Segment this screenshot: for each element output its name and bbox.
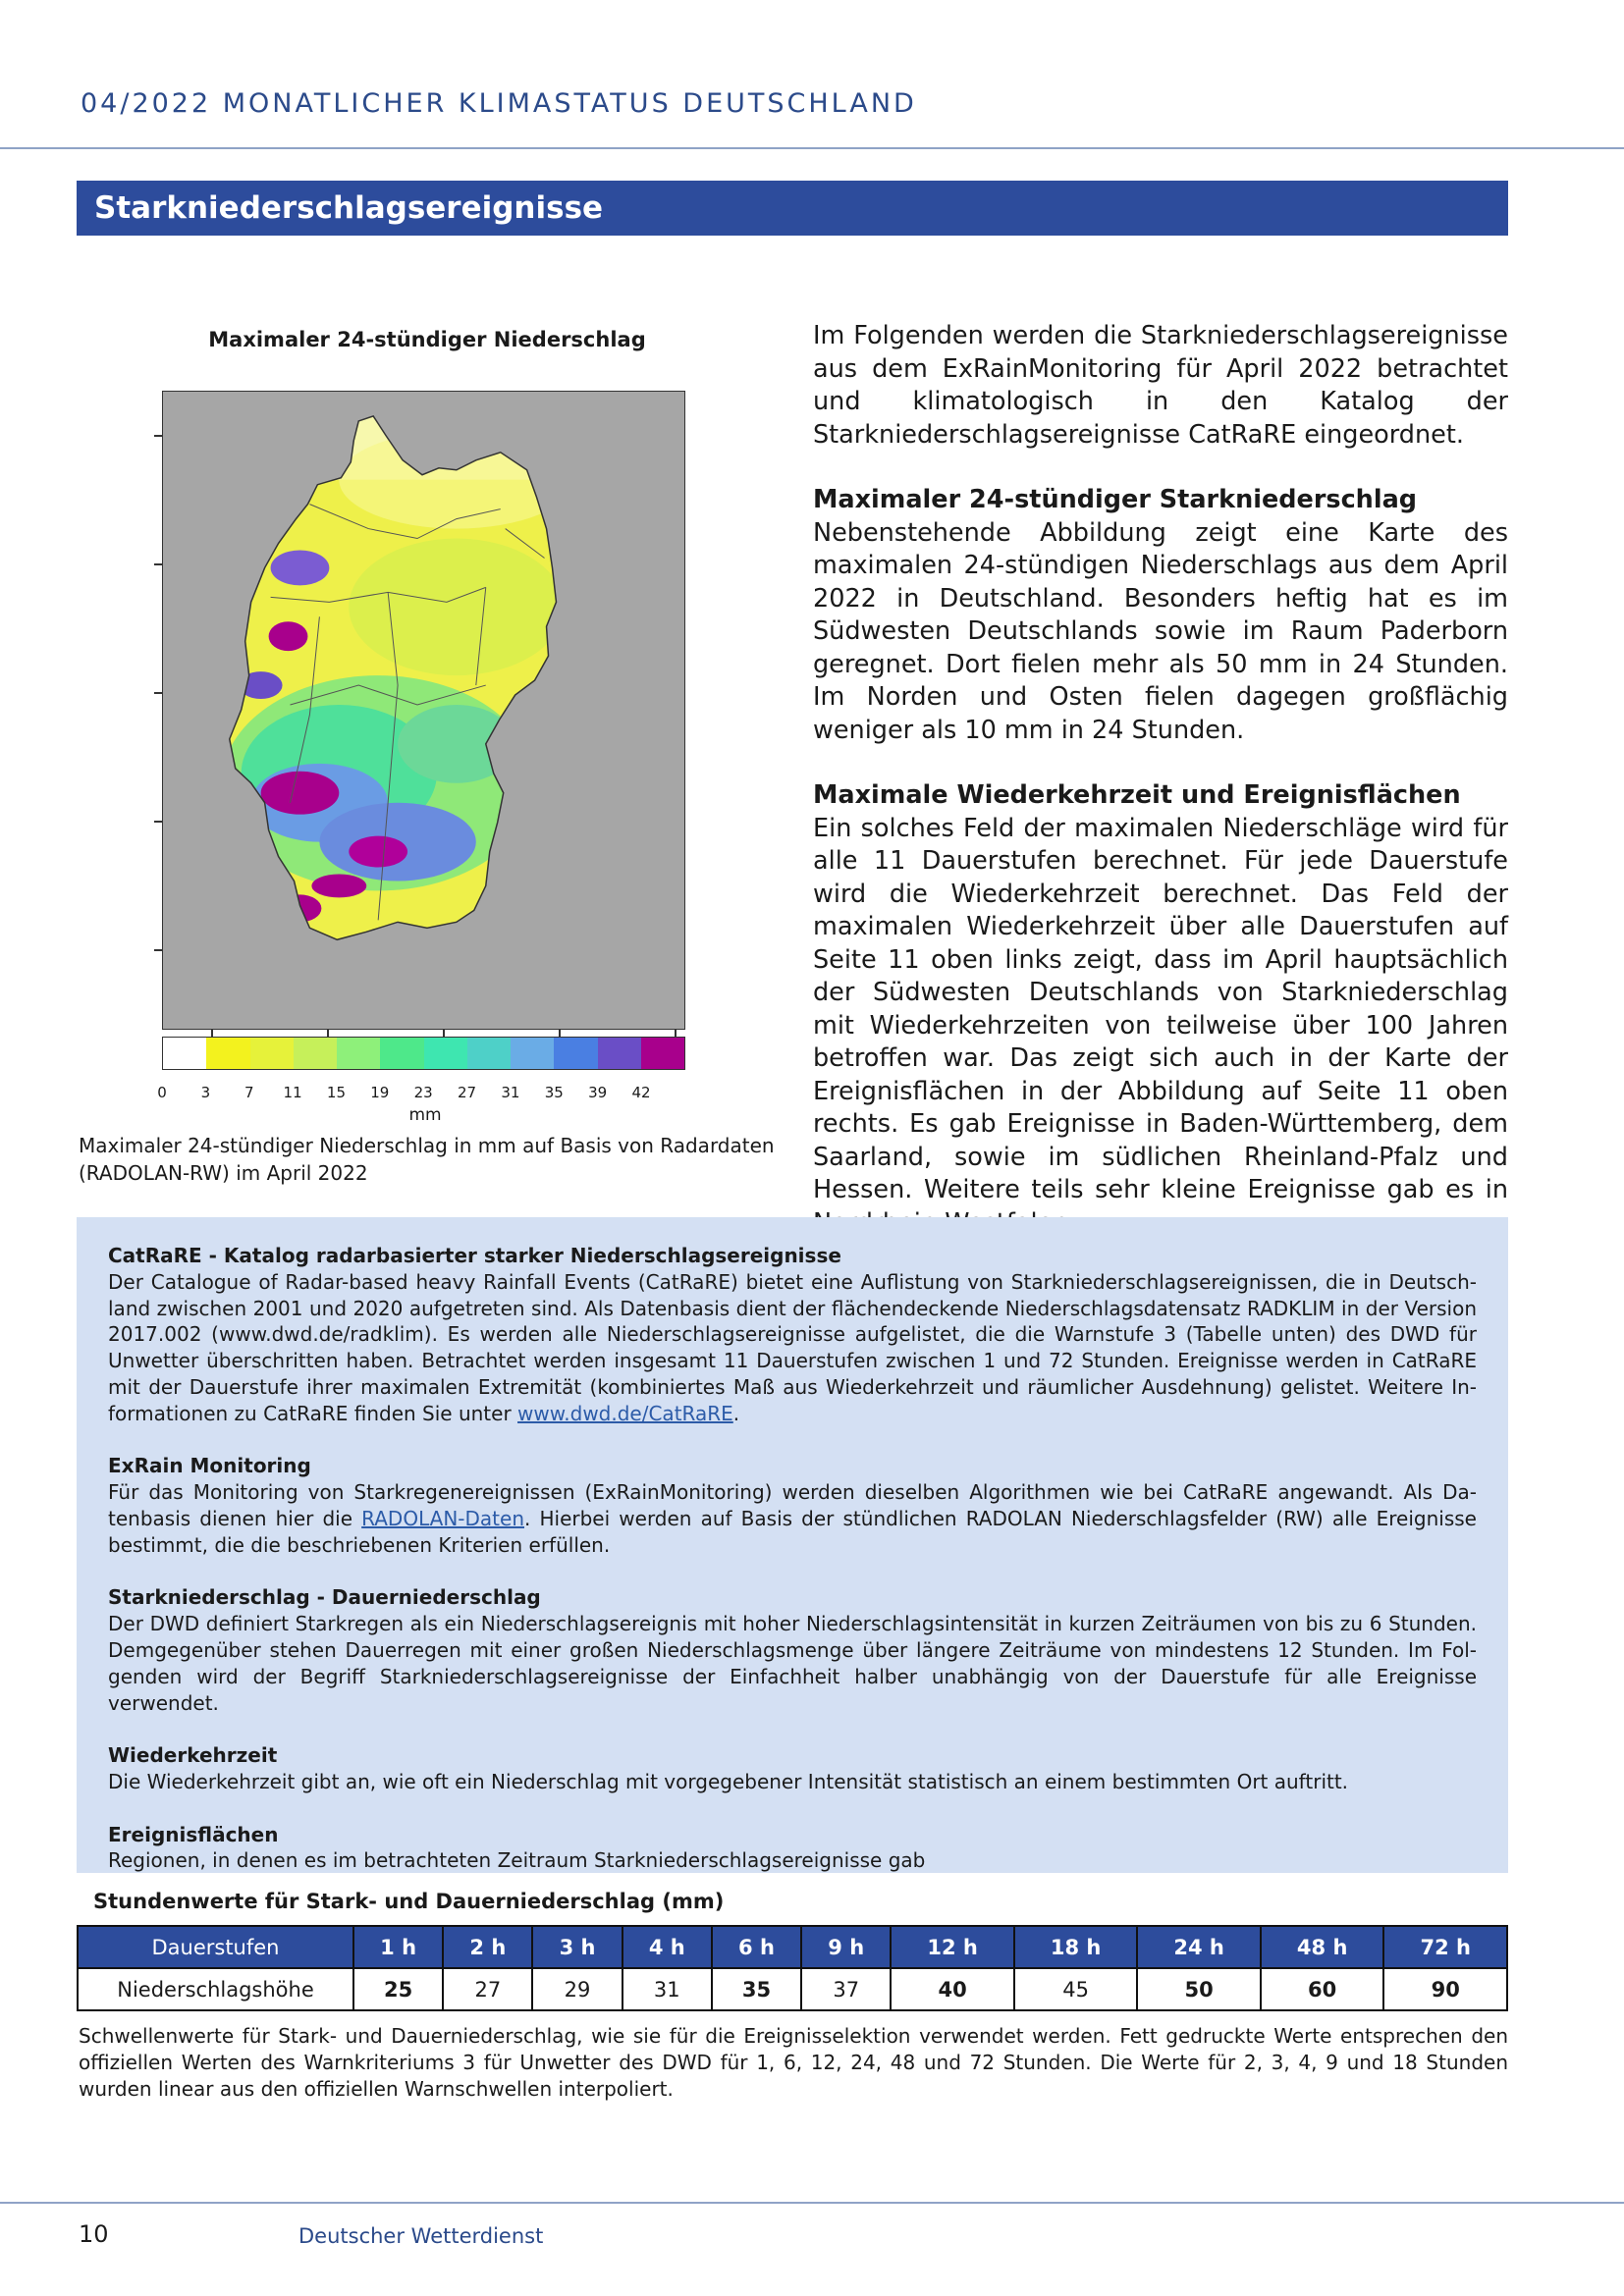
right-column [813, 320, 1508, 1240]
duration-header: 9 h [801, 1926, 891, 1968]
table-row-label: Niederschlagshöhe [78, 1968, 353, 2010]
exrain-heading: ExRain Monitoring [108, 1454, 311, 1478]
exrain-paragraph: Für das Monitoring von Starkregenereignissen (ExRainMonitoring) werden dieselben Algorithmen wie bei CatRaRE angewandt. Als Datenbasis dienen hier die RADOLAN-Daten. Hierbei werden auf Basis der stündlichen RADOLAN Niederschlagsfelder (RW) alle Ereignisse bestimmt, die die beschriebenen Kriterien erfüllen. [108, 1480, 1477, 1557]
map-caption: Maximaler 24-stündiger Niederschlag in mm auf Basis von Radardaten (RADOLAN-RW) im April 2022 [79, 1134, 775, 1185]
duration-header: 72 h [1383, 1926, 1507, 1968]
duration-header: 4 h [623, 1926, 712, 1968]
radolan-link[interactable]: RADOLAN-Daten [361, 1506, 525, 1530]
colorbar-label: 19 [370, 1084, 390, 1101]
table-row [78, 1968, 1507, 2010]
threshold-value: 37 [801, 1968, 891, 2010]
threshold-value: 90 [1383, 1968, 1507, 2010]
colorbar-swatch [380, 1038, 423, 1069]
duration-header: 3 h [532, 1926, 622, 1968]
max24-paragraph: Nebenstehende Abbildung zeigt eine Karte des maximalen 24-stündigen Niederschlags aus dem April 2022 in Deutschland. Besonders heftig hat es im Südwesten Deutschlands sowie im Raum Paderborn geregnet. Dort fielen mehr als 50 mm in 24 Stunden. Im Norden und Osten fielen dagegen großflächig weniger als 10 mm in 24 Stunden. [813, 517, 1508, 745]
section-title: Starkniederschlagsereignisse [77, 181, 1508, 236]
catrare-paragraph: Der Catalogue of Radar-based heavy Rainfall Events (CatRaRE) bietet eine Auflistung von Starkniederschlagsereignissen, die in Deutschland zwischen 2001 und 2020 aufgetreten sind. Als Datenbasis dient der flächendeckende Niederschlagsdatensatz RADKLIM in der Version 2017.002 (www.dwd.de/radklim). Es werden alle Niederschlagsereignisse aufgelistet, die die Warnstufe 3 (Tabelle unten) des DWD für Unwetter überschritten haben. Betrachtet werden insgesamt 11 Dauerstufen zwischen 1 und 72 Stunden. Ereignisse werden in CatRaRE mit der Dauerstufe ihrer maximalen Extremität (kombiniertes Maß aus Wiederkehrzeit und räumlicher Ausdehnung) gelistet. Weitere Informationen zu CatRaRE finden Sie unter www.dwd.de/CatRaRE. [108, 1269, 1477, 1425]
threshold-value: 40 [891, 1968, 1014, 2010]
colorbar-label: 42 [631, 1084, 651, 1101]
threshold-table [77, 1925, 1508, 2011]
table-row-label: Dauerstufen [78, 1926, 353, 1968]
wiederkehrzeit-heading: Wiederkehrzeit [108, 1743, 278, 1768]
precipitation-map [162, 391, 685, 1030]
threshold-value: 27 [443, 1968, 532, 2010]
colorbar-swatch [250, 1038, 294, 1069]
header-rule [0, 147, 1624, 149]
wiederkehrzeit-paragraph: Die Wiederkehrzeit gibt an, wie oft ein Niederschlag mit vorgegebener Intensität statistisch an einem bestimmten Ort auftritt. [108, 1769, 1349, 1793]
colorbar-swatch [337, 1038, 380, 1069]
intro-paragraph: Im Folgenden werden die Starkniederschlagsereignisse aus dem ExRainMonitoring für April 2022 betrachtet und klimatologisch in den Katalog der Starkniederschlagsereignisse CatRaRE eingeordnet. [813, 321, 1508, 450]
footer-rule [0, 2202, 1624, 2204]
catrare-heading: CatRaRE - Katalog radarbasierter starker Niederschlagsereignisse [108, 1244, 841, 1267]
colorbar-swatch [294, 1038, 337, 1069]
duration-header: 6 h [712, 1926, 801, 1968]
duration-header: 1 h [353, 1926, 443, 1968]
table-caption: Schwellenwerte für Stark- und Dauerniederschlag, wie sie für die Ereignisselektion verwendet werden. Fett gedruckte Werte entsprechen den offiziellen Werten des Warnkriteriums 3 für Unwetter des DWD für 1, 6, 12, 24, 48 und 72 Stunden. Die Werte für 2, 3, 4, 9 und 18 Stunden wurden linear aus den offiziellen Warnschwellen interpoliert. [79, 2024, 1508, 2101]
duration-header: 24 h [1137, 1926, 1261, 1968]
map-title: Maximaler 24-stündiger Niederschlag [208, 328, 646, 351]
threshold-value: 25 [353, 1968, 443, 2010]
duration-header: 12 h [891, 1926, 1014, 1968]
colorbar-swatch [598, 1038, 641, 1069]
colorbar-label: 3 [200, 1084, 211, 1101]
wiederkehr-heading: Maximale Wiederkehrzeit und Ereignisflächen [813, 780, 1461, 810]
duration-header: 18 h [1014, 1926, 1138, 1968]
table-title: Stundenwerte für Stark- und Dauerniederschlag (mm) [93, 1890, 725, 1913]
header-title: 04/2022 MONATLICHER KLIMASTATUS DEUTSCHLAND [81, 88, 917, 119]
colorbar-label: 27 [457, 1084, 477, 1101]
colorbar-label: 31 [501, 1084, 520, 1101]
threshold-value: 35 [712, 1968, 801, 2010]
colorbar-label: 7 [244, 1084, 254, 1101]
colorbar-labels [157, 1084, 685, 1105]
threshold-value: 45 [1014, 1968, 1138, 2010]
colorbar-label: 0 [157, 1084, 167, 1101]
threshold-value: 60 [1261, 1968, 1384, 2010]
ereignisflaechen-heading: Ereignisflächen [108, 1822, 279, 1846]
stark-heading: Starkniederschlag - Dauerniederschlag [108, 1585, 541, 1610]
info-box [77, 1217, 1508, 1873]
ereignisflaechen-paragraph: Regionen, in denen es im betrachteten Zeitraum Starkniederschlagsereignisse gab [108, 1848, 926, 1873]
colorbar-swatch [554, 1038, 597, 1069]
stark-paragraph: Der DWD definiert Starkregen als ein Niederschlagsereignis mit hoher Niederschlagsintensität in kurzen Zeiträumen von bis zu 6 Stunden. Demgegenüber stehen Dauerregen mit einer großen Niederschlagsmenge über längere Zeiträume von mindestens 12 Stunden. Im Folgenden wird der Begriff Starkniederschlagsereignisse der Einfachheit halber unabhängig von der Dauerstufe für alle Ereignisse verwendet. [108, 1612, 1477, 1715]
colorbar-unit: mm [408, 1105, 442, 1125]
colorbar-swatch [511, 1038, 554, 1069]
map-y-ticks [154, 391, 162, 1030]
colorbar-label: 11 [283, 1084, 302, 1101]
colorbar-swatch [424, 1038, 467, 1069]
colorbar-swatch [206, 1038, 249, 1069]
threshold-value: 29 [532, 1968, 622, 2010]
catrare-link[interactable]: www.dwd.de/CatRaRE [517, 1401, 733, 1425]
duration-header: 2 h [443, 1926, 532, 1968]
colorbar-label: 35 [544, 1084, 564, 1101]
germany-map-image [163, 392, 684, 1029]
colorbar-label: 15 [326, 1084, 346, 1101]
colorbar [162, 1037, 685, 1070]
threshold-value: 50 [1137, 1968, 1261, 2010]
colorbar-swatch [641, 1038, 684, 1069]
footer-organization: Deutscher Wetterdienst [298, 2224, 544, 2248]
colorbar-label: 23 [413, 1084, 433, 1101]
colorbar-label: 39 [588, 1084, 608, 1101]
max24-heading: Maximaler 24-stündiger Starkniederschlag [813, 485, 1418, 514]
page-number: 10 [79, 2220, 109, 2248]
colorbar-swatch [163, 1038, 206, 1069]
duration-header: 48 h [1261, 1926, 1384, 1968]
colorbar-swatch [467, 1038, 511, 1069]
wiederkehr-paragraph: Ein solches Feld der maximalen Niederschläge wird für alle 11 Dauerstufen berechnet. Für jede Dauerstufe wird die Wiederkehrzeit berechnet. Das Feld der maximalen Wiederkehrzeit über alle Dauerstufen auf Seite 11 oben links zeigt, dass im April hauptsächlich der Südwesten Deutschlands von Starkniederschlag mit Wiederkehrzeiten von teilweise über 100 Jahren betroffen war. Das zeigt sich auch in der Karte der Ereignisflächen in der Abbildung auf Seite 11 oben rechts. Es gab Ereignisse in Baden-Württemberg, dem Saarland, sowie im südlichen Rheinland-Pfalz und Hessen. Weitere teils sehr kleine Ereignisse gab es in [813, 813, 1508, 1204]
table-header-row [78, 1926, 1507, 1968]
threshold-value: 31 [623, 1968, 712, 2010]
